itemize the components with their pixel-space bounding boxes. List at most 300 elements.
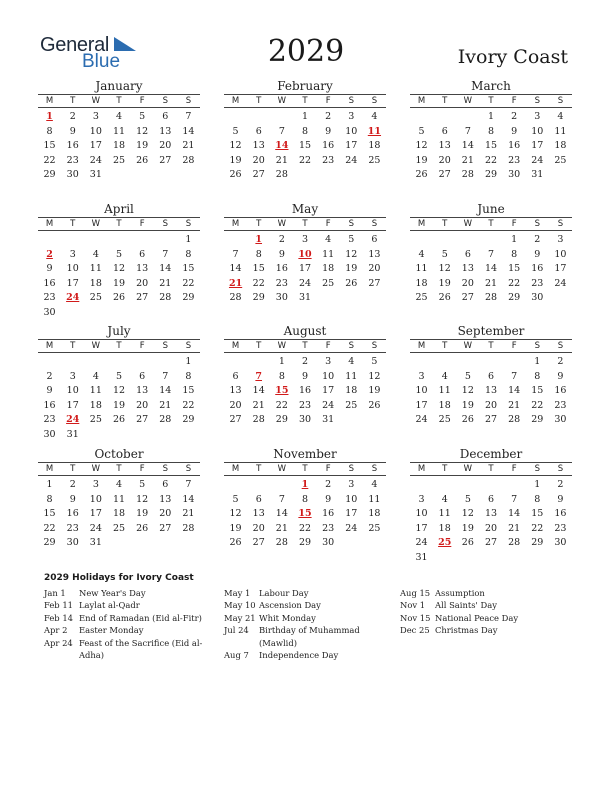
day-cell: 5 [464,493,471,505]
day-cell: 15 [484,140,498,152]
day-cell: 1 [511,234,518,245]
day-cell: 23 [322,154,335,166]
weekday-label: F [325,219,331,229]
day-cell: 13 [438,140,451,152]
day-cell: 22 [508,277,521,289]
holiday-row [224,599,399,611]
day-cell: 29 [298,537,312,549]
month-title: October [94,447,144,461]
day-cell: 6 [464,248,471,260]
day-cell: 16 [531,263,544,275]
day-cell: 17 [89,508,102,520]
day-cell: 24 [89,522,102,534]
day-grid [410,110,572,183]
weekday-label: S [371,464,378,474]
day-cell: 29 [275,414,288,426]
weekday-label: S [557,96,564,106]
day-cell: 3 [301,234,309,245]
day-cell: 23 [322,522,335,534]
empty-day-cell [410,355,433,370]
day-cell: 17 [322,385,335,397]
day-cell: 9 [301,370,309,382]
holiday-row [224,587,399,599]
day-cell: 28 [159,292,172,304]
weekday-label: F [511,464,517,474]
day-cell: 14 [159,263,172,275]
day-cell: 3 [92,111,99,122]
day-cell: 13 [159,125,172,137]
day-cell: 27 [229,414,242,426]
holiday-day-cell: 15 [298,508,312,520]
day-cell: 27 [438,169,451,181]
empty-day-cell [107,233,130,248]
day-cell: 26 [136,522,149,534]
month-title: April [104,202,134,216]
day-cell: 23 [531,277,544,289]
weekday-label: T [442,464,448,474]
day-cell: 17 [554,263,567,275]
empty-day-cell [433,355,456,370]
day-cell: 6 [139,248,146,260]
day-cell: 18 [112,140,126,152]
day-cell: 18 [89,277,102,289]
weekday-label: T [256,219,262,229]
day-cell: 13 [484,385,498,397]
empty-day-cell [154,355,177,370]
empty-day-cell [131,233,154,248]
day-cell: 10 [554,248,567,260]
day-cell: 25 [89,414,102,426]
empty-day-cell [433,478,456,493]
weekday-label: W [463,219,473,229]
day-grid [224,233,386,306]
day-cell: 21 [461,154,474,166]
holiday-day-cell: 15 [275,385,289,397]
day-cell: 11 [112,125,126,137]
day-cell: 1 [185,356,192,367]
day-cell: 10 [531,125,544,137]
day-cell: 14 [159,385,172,397]
month-january [38,78,200,183]
day-cell: 6 [232,370,239,382]
day-cell: 22 [531,522,544,534]
day-cell: 19 [112,277,126,289]
holiday-day-cell: 1 [46,111,53,122]
day-cell: 11 [438,385,451,397]
weekday-label: S [162,464,168,474]
day-cell: 11 [89,263,102,275]
weekday-label: F [139,96,145,106]
month-title: November [273,447,337,461]
day-cell: 15 [508,263,521,275]
day-cell: 31 [298,292,312,304]
day-cell: 18 [415,277,428,289]
day-cell: 16 [66,140,79,152]
day-cell: 8 [511,248,518,260]
day-cell: 11 [345,370,358,382]
day-cell: 11 [322,248,335,260]
day-cell: 14 [182,493,195,505]
weekday-label: M [45,219,54,229]
day-cell: 2 [278,234,285,245]
weekday-label: F [325,464,331,474]
weekday-label: W [91,341,101,351]
day-cell: 21 [484,277,498,289]
day-cell: 17 [415,399,428,411]
weekday-label: F [139,219,145,229]
weekday-label: S [534,219,540,229]
day-cell: 8 [534,493,541,505]
weekday-label: T [442,96,448,106]
weekday-label: T [256,96,262,106]
day-cell: 13 [484,508,498,520]
weekday-label: S [162,96,168,106]
day-cell: 30 [66,537,79,549]
day-cell: 29 [252,292,265,304]
day-cell: 19 [136,140,149,152]
holiday-row [400,587,575,599]
day-grid [224,478,386,551]
day-cell: 4 [441,370,448,382]
day-cell: 18 [554,140,567,152]
day-cell: 26 [229,169,242,181]
day-cell: 2 [534,234,541,245]
day-cell: 24 [531,154,544,166]
day-cell: 5 [371,356,378,367]
weekday-label: M [417,341,426,351]
day-grid [38,110,200,183]
weekday-label: W [91,219,101,229]
weekday-label: F [325,341,331,351]
day-cell: 12 [438,263,451,275]
holiday-name: National Peace Day [435,612,519,623]
day-cell: 15 [298,140,312,152]
weekday-header [38,94,200,108]
day-cell: 23 [275,277,288,289]
day-cell: 27 [136,414,149,426]
day-cell: 31 [322,414,335,426]
day-cell: 21 [182,508,195,520]
holiday-date: Dec 25 [400,625,430,636]
weekday-label: T [488,341,494,351]
day-cell: 9 [325,125,332,137]
weekday-label: S [348,219,354,229]
brand-name-blue: Blue [82,51,121,72]
day-cell: 27 [136,292,149,304]
day-cell: 20 [484,522,498,534]
day-cell: 4 [557,111,564,122]
day-cell: 3 [348,479,355,490]
day-cell: 1 [46,479,53,490]
day-cell: 15 [182,385,195,397]
day-cell: 27 [484,537,498,549]
day-cell: 31 [89,537,102,549]
day-cell: 18 [368,140,381,152]
weekday-label: S [557,341,564,351]
day-cell: 25 [112,522,126,534]
country-name: Ivory Coast [457,46,568,68]
weekday-header [410,94,572,108]
weekday-label: S [348,341,354,351]
day-cell: 9 [534,248,541,260]
day-cell: 19 [112,399,126,411]
day-cell: 1 [534,479,541,490]
weekday-label: S [185,464,192,474]
month-july [38,323,200,443]
day-cell: 16 [554,508,567,520]
day-cell: 23 [66,522,79,534]
day-cell: 17 [66,399,79,411]
day-cell: 4 [92,248,99,260]
day-cell: 24 [322,399,335,411]
day-cell: 19 [461,399,474,411]
holiday-row [224,624,399,649]
day-cell: 20 [252,522,265,534]
holiday-column [224,587,399,661]
weekday-label: S [534,96,540,106]
day-cell: 4 [115,479,123,490]
day-cell: 4 [348,356,355,367]
day-cell: 23 [43,414,56,426]
holiday-date: May 21 [224,612,256,623]
weekday-label: S [557,464,564,474]
day-cell: 4 [441,493,448,505]
weekday-label: W [277,96,287,106]
day-cell: 10 [322,370,335,382]
holiday-date: Apr 24 [44,637,73,648]
day-cell: 13 [252,508,265,520]
day-cell: 12 [229,140,242,152]
month-february [224,78,386,183]
day-cell: 23 [298,399,312,411]
day-cell: 8 [255,248,262,260]
holiday-date: Aug 15 [400,588,431,598]
day-cell: 24 [345,154,358,166]
day-cell: 13 [252,140,265,152]
day-cell: 30 [43,428,56,440]
day-cell: 8 [301,125,309,137]
weekday-label: T [70,341,76,351]
day-cell: 6 [255,125,262,137]
day-cell: 4 [418,248,425,260]
month-april [38,201,200,321]
day-cell: 25 [112,154,126,166]
holiday-day-cell: 24 [66,292,80,304]
day-cell: 14 [508,385,521,397]
day-cell: 30 [531,292,544,304]
day-cell: 4 [325,234,332,245]
day-cell: 12 [112,385,126,397]
day-cell: 10 [345,493,358,505]
holiday-day-cell: 21 [228,277,243,289]
day-cell: 2 [69,479,76,490]
weekday-label: M [417,96,426,106]
day-cell: 7 [185,111,192,122]
day-cell: 16 [322,508,335,520]
day-cell: 18 [112,508,126,520]
day-cell: 11 [112,493,126,505]
weekday-label: S [348,96,354,106]
day-cell: 5 [139,479,146,490]
month-june [410,201,572,306]
day-cell: 6 [487,370,495,382]
weekday-label: W [277,219,287,229]
day-cell: 2 [325,111,332,122]
month-march [410,78,572,183]
day-cell: 25 [368,522,381,534]
day-cell: 14 [461,140,474,152]
month-title: March [471,79,511,93]
day-cell: 30 [554,537,567,549]
empty-day-cell [270,110,293,125]
weekday-label: S [185,341,192,351]
holiday-day-cell: 7 [255,370,263,382]
weekday-label: T [488,464,494,474]
month-title: September [457,324,525,338]
holiday-day-cell: 14 [275,140,289,152]
day-cell: 7 [487,248,495,260]
day-cell: 15 [43,140,56,152]
day-cell: 29 [43,537,56,549]
weekday-label: M [45,341,54,351]
day-cell: 12 [461,508,474,520]
day-grid [38,355,200,443]
weekday-label: T [302,341,308,351]
day-cell: 2 [46,370,53,382]
holiday-day-cell: 25 [438,537,452,549]
holiday-name: Birthday of Muhammad (Mawlid) [259,625,360,648]
holiday-day-cell: 24 [66,414,80,426]
day-cell: 15 [252,263,265,275]
day-cell: 22 [275,399,288,411]
weekday-label: M [417,219,426,229]
day-cell: 14 [229,263,242,275]
day-cell: 28 [461,169,474,181]
empty-day-cell [410,233,433,248]
day-cell: 28 [275,169,288,181]
holiday-day-cell: 10 [298,248,312,260]
day-cell: 12 [229,508,242,520]
empty-day-cell [433,233,456,248]
holiday-day-cell: 2 [46,248,53,260]
weekday-label: T [70,96,76,106]
day-grid [410,233,572,306]
day-cell: 20 [368,263,381,275]
month-august [224,323,386,428]
day-cell: 17 [66,277,79,289]
weekday-label: T [256,341,262,351]
holiday-name: Assumption [435,588,485,598]
holiday-date: Feb 14 [44,612,73,623]
day-cell: 3 [557,234,564,245]
empty-day-cell [270,478,293,493]
day-cell: 3 [534,111,541,122]
weekday-label: T [488,96,494,106]
empty-day-cell [38,355,61,370]
day-cell: 23 [554,522,567,534]
day-cell: 4 [115,111,123,122]
day-cell: 22 [182,399,195,411]
holiday-name: Independence Day [259,650,339,661]
day-cell: 16 [298,385,312,397]
day-cell: 30 [66,169,79,181]
day-cell: 27 [461,292,474,304]
weekday-label: M [231,341,240,351]
day-cell: 31 [415,551,428,563]
day-cell: 21 [275,522,288,534]
day-cell: 28 [182,154,195,166]
month-title: August [283,324,327,338]
day-cell: 23 [43,292,56,304]
day-cell: 10 [415,508,428,520]
day-cell: 16 [43,277,56,289]
weekday-label: T [116,341,122,351]
day-cell: 12 [461,385,474,397]
day-cell: 19 [229,154,242,166]
weekday-label: S [534,341,540,351]
empty-day-cell [61,233,84,248]
day-cell: 28 [508,537,521,549]
empty-day-cell [433,110,456,125]
empty-day-cell [456,233,479,248]
day-cell: 26 [461,537,474,549]
day-grid [410,355,572,428]
day-cell: 9 [557,493,564,505]
day-cell: 15 [531,508,544,520]
day-cell: 9 [325,493,332,505]
day-cell: 26 [345,277,358,289]
day-cell: 2 [511,111,518,122]
day-cell: 10 [89,125,102,137]
holiday-row [400,624,575,636]
day-cell: 13 [136,385,149,397]
empty-day-cell [107,355,130,370]
weekday-label: S [557,219,564,229]
day-cell: 14 [275,508,288,520]
day-cell: 19 [415,154,428,166]
day-cell: 5 [139,111,146,122]
day-cell: 24 [554,277,567,289]
weekday-label: T [442,341,448,351]
day-cell: 28 [252,414,265,426]
day-cell: 11 [415,263,428,275]
day-cell: 1 [534,356,541,367]
weekday-label: T [256,464,262,474]
day-cell: 13 [159,493,172,505]
day-cell: 3 [418,493,425,505]
day-cell: 16 [275,263,288,275]
weekday-label: W [463,341,473,351]
holiday-date: Aug 7 [224,650,249,661]
day-cell: 9 [46,263,53,275]
empty-day-cell [479,355,502,370]
day-cell: 18 [438,522,451,534]
day-cell: 24 [89,154,102,166]
holiday-row [44,624,219,636]
day-cell: 23 [508,154,521,166]
day-cell: 20 [136,399,149,411]
day-cell: 14 [484,263,498,275]
month-november [224,446,386,551]
day-cell: 29 [484,169,498,181]
day-cell: 29 [531,537,544,549]
day-cell: 14 [252,385,265,397]
holiday-row [44,612,219,624]
day-cell: 9 [46,385,53,397]
weekday-label: T [116,96,122,106]
day-cell: 24 [415,414,428,426]
holiday-row [44,599,219,611]
